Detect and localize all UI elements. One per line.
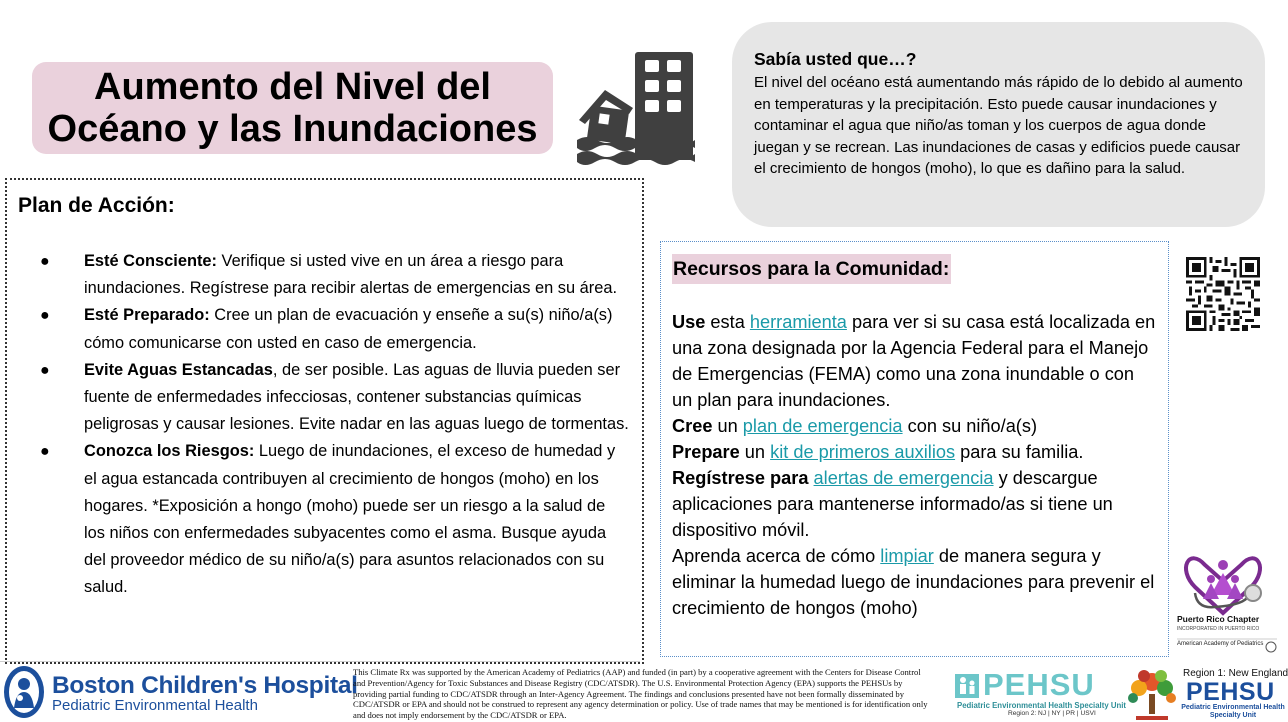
pehsu-region2-label: Region 2: NJ | NY | PR | USVI — [1008, 710, 1096, 717]
emergency-alerts-link[interactable]: alertas de emergencia — [813, 468, 994, 488]
chapter-name: Puerto Rico Chapter — [1177, 614, 1260, 624]
resource-text: para ver si su casa está localizada en una zona designada por la Agencia Federal para el Manejo de Emergencias (FEMA) como una zona inundable o con un plan para inundaciones. — [672, 312, 1156, 410]
boston-childrens-logo — [2, 664, 46, 720]
flooded-building-icon — [575, 48, 697, 170]
tool-link[interactable]: herramienta — [749, 312, 847, 332]
aap-name: American Academy of Pediatrics — [1177, 641, 1264, 647]
hospital-subtitle: Pediatric Environmental Health — [52, 697, 258, 714]
pehsu-region2-name: PEHSU — [983, 667, 1095, 702]
action-plan-box — [5, 178, 644, 664]
resource-verb: Regístrese para — [672, 468, 809, 488]
page-title-line-1: Aumento del Nivel del — [94, 66, 491, 108]
pehsu-region1-name: PEHSU — [1186, 678, 1275, 706]
pehsu-region1-subtitle — [1181, 704, 1285, 720]
pehsu-region2-subtitle: Pediatric Environmental Health Specialty Unit — [957, 701, 1126, 710]
title-box — [32, 62, 553, 154]
item-text: Verifique si usted vive en un área a riesgo para inundaciones. Regístrese para recibir alertas de emergencias en su área. — [84, 252, 617, 298]
resource-paragraph — [672, 439, 1158, 465]
funding-disclaimer: This Climate Rx was supported by the American Academy of Pediatrics (AAP) and funded (in part) by a cooperative agreement with the Centers for Disease Control and Prevention/Agency for Toxic Substances and Disease Registry (CDC/ATSDR). The U.S. Environmental Protection Agency (EPA) supports the PEHSUs by providing partial funding to CDC/ATSDR through an Inter-Agency Agreement. The findings and conclusions presented have not been formally disseminated by CDC/ATSDR or EPA and should not be construed to represent any agency determination or policy. Use of trade names that may be mentioned is for identification only and does not imply endorsement by the CDC/ATSDR or EPA. — [353, 667, 928, 721]
emergency-plan-link[interactable]: plan de emergencia — [742, 416, 903, 436]
item-heading: Evite Aguas Estancadas — [84, 360, 273, 379]
did-you-know-body: El nivel del océano está aumentando más rápido de lo debido al aumento en temperaturas y la precipitación. Esto puede causar inundaciones y contaminar el agua que niño/as toman y los cuerpos de agua donde juegan y se recrean. Las inundaciones de casas y edificios puede causar el crecimiento de hongos (moho), lo que es dañino para la salud. — [754, 74, 1243, 178]
pehsu-people-icon — [955, 674, 979, 698]
pehsu-region1-label: Region 1: New England — [1183, 668, 1288, 679]
action-plan-title: Plan de Acción: — [18, 194, 175, 217]
resource-paragraph — [672, 413, 1158, 439]
resource-text: un — [712, 416, 743, 436]
resource-verb: Cree — [672, 416, 713, 436]
page-title-line-2: Océano y las Inundaciones — [47, 108, 538, 150]
item-heading: Esté Consciente: — [84, 252, 217, 270]
footer-divider — [0, 661, 640, 662]
bullet-icon: ● — [40, 443, 50, 461]
resource-text: para su familia. — [955, 442, 1084, 462]
item-heading: Conozca los Riesgos: — [84, 442, 255, 461]
community-resources-box — [660, 241, 1169, 657]
resource-text: esta — [705, 312, 750, 332]
resource-text: y descargue aplicaciones para mantenerse informado/as si tiene un dispositivo móvil. — [672, 468, 1113, 540]
bullet-icon: ● — [40, 253, 50, 270]
bullet-icon: ● — [40, 361, 50, 379]
cleanup-link[interactable]: limpiar — [880, 546, 934, 566]
pehsu-region1-subtitle-line2: Specialty Unit — [1209, 712, 1257, 719]
chapter-subtitle: INCORPORATED IN PUERTO RICO — [1177, 626, 1260, 632]
item-text: , de ser posible. Las aguas de lluvia pueden ser fuente de enfermedades infecciosas, contener substancias químicas peligrosas y causar lesiones. Evite nadar en las aguas luego de tormentas. — [84, 360, 629, 434]
hospital-name: Boston Children's Hospital — [52, 672, 358, 699]
item-text: Luego de inundaciones, el exceso de humedad y el agua estancada contribuyen al crecimiento de hongos (moho) en los hogares. *Exposición a hongo (moho) puede ser un riesgo a la salud de los niños con enfermedades subyacentes como el asma. Busque ayuda del proveedor médico de su niño/a(s) para asuntos relacionados con su salud. — [84, 442, 616, 597]
first-aid-kit-link[interactable]: kit de primeros auxilios — [770, 442, 956, 462]
did-you-know-box — [732, 22, 1265, 227]
list-item — [18, 302, 630, 356]
did-you-know-title: Sabía usted que…? — [754, 49, 917, 69]
action-plan-list — [18, 248, 630, 602]
list-item — [18, 357, 630, 439]
resource-paragraph — [672, 465, 1158, 543]
list-item — [18, 248, 630, 302]
item-text: Cree un plan de evacuación y enseñe a su(s) niño/a(s) cómo comunicarse con usted en caso de emergencia. — [84, 306, 613, 352]
resource-paragraph — [672, 543, 1158, 621]
qr-code-icon[interactable] — [1186, 257, 1260, 331]
item-heading: Esté Preparado: — [84, 306, 210, 325]
list-item — [18, 438, 630, 601]
resource-text: con su niño/a(s) — [902, 416, 1038, 436]
tree-logo — [1122, 664, 1182, 722]
resource-verb: Prepare — [672, 442, 740, 462]
puerto-rico-chapter-logo — [1175, 535, 1279, 655]
pehsu-region1-subtitle-line1: Pediatric Environmental Health — [1181, 704, 1285, 711]
bullet-icon: ● — [40, 307, 50, 325]
resource-text: de manera segura y eliminar la humedad luego de inundaciones para prevenir el crecimiento de hongos (moho) — [672, 546, 1155, 618]
resource-text: Aprenda acerca de cómo — [672, 546, 881, 566]
community-resources-title: Recursos para la Comunidad: — [672, 254, 951, 284]
resource-paragraph — [672, 309, 1158, 413]
resource-text: un — [739, 442, 771, 462]
resource-verb: Use — [672, 312, 706, 332]
